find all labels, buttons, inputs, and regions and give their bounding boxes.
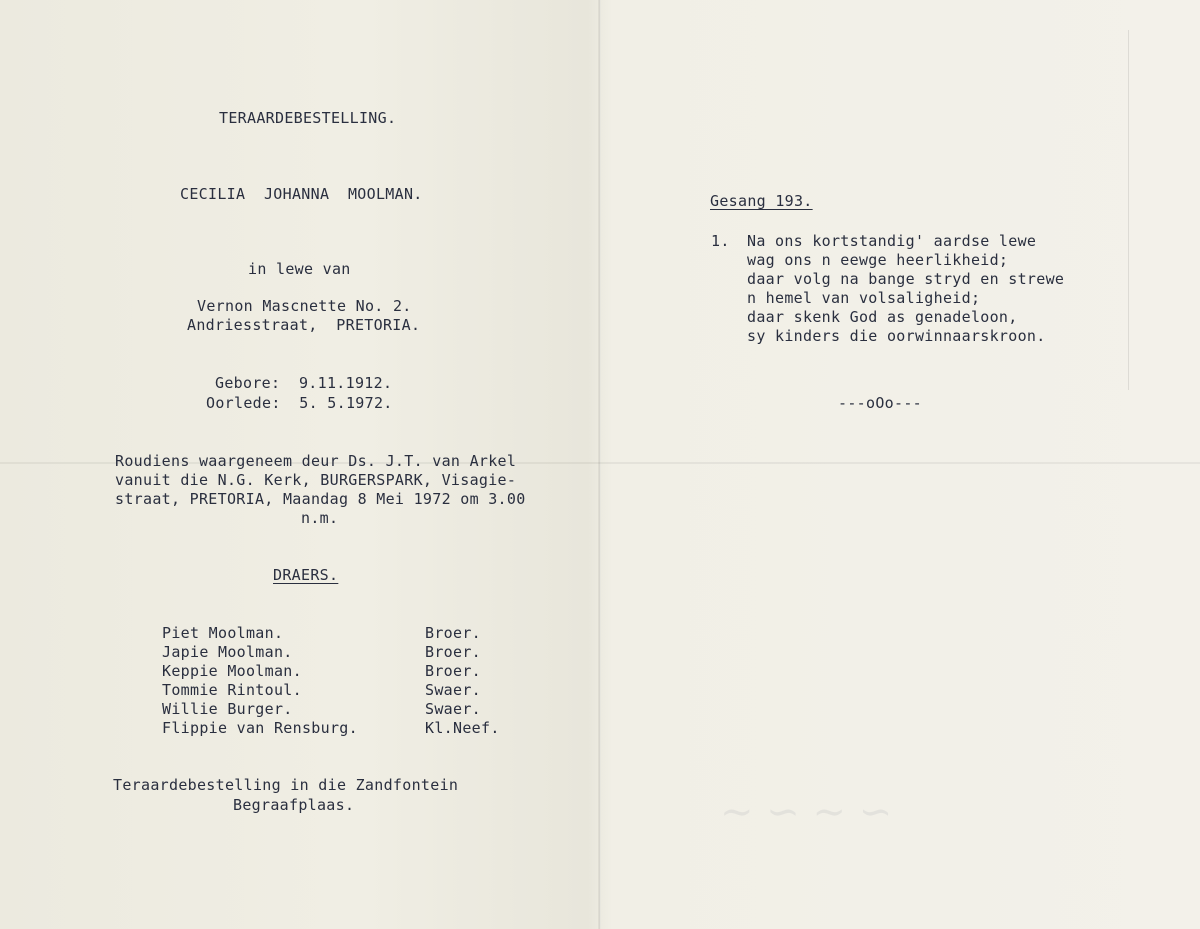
pallbearer-name: Flippie van Rensburg. xyxy=(162,719,358,737)
pallbearer-name: Willie Burger. xyxy=(162,700,293,718)
pallbearer-relation: Kl.Neef. xyxy=(425,719,500,737)
verse-line: daar volg na bange stryd en strewe xyxy=(747,270,1065,288)
hymn-title: Gesang 193. xyxy=(710,192,813,210)
verse-line: Na ons kortstandig' aardse lewe xyxy=(747,232,1037,250)
burial-line-2: Begraafplaas. xyxy=(233,796,355,814)
address-line-1: Vernon Mascnette No. 2. xyxy=(197,297,412,315)
verse-line: wag ons n eewge heerlikheid; xyxy=(747,251,1009,269)
born-date: Gebore: 9.11.1912. xyxy=(215,374,393,392)
verse-line: n hemel van volsaligheid; xyxy=(747,289,981,307)
pallbearer-relation: Broer. xyxy=(425,662,481,680)
pallbearer-relation: Swaer. xyxy=(425,681,481,699)
pallbearer-name: Piet Moolman. xyxy=(162,624,284,642)
verse-line: daar skenk God as genadeloon, xyxy=(747,308,1018,326)
pallbearer-relation: Swaer. xyxy=(425,700,481,718)
service-line-2: vanuit die N.G. Kerk, BURGERSPARK, Visagie- xyxy=(115,471,517,489)
verse-line: sy kinders die oorwinnaarskroon. xyxy=(747,327,1046,345)
in-life-label: in lewe van xyxy=(248,260,351,278)
page-heading: TERAARDEBESTELLING. xyxy=(219,109,397,127)
pallbearer-name: Keppie Moolman. xyxy=(162,662,302,680)
service-line-1: Roudiens waargeneem deur Ds. J.T. van Arkel xyxy=(115,452,517,470)
center-fold xyxy=(598,0,601,929)
faint-pencil-margin xyxy=(1128,30,1159,390)
pallbearer-name: Tommie Rintoul. xyxy=(162,681,302,699)
died-date: Oorlede: 5. 5.1972. xyxy=(206,394,393,412)
pallbearer-relation: Broer. xyxy=(425,624,481,642)
pallbearer-name: Japie Moolman. xyxy=(162,643,293,661)
address-line-2: Andriesstraat, PRETORIA. xyxy=(187,316,421,334)
embossed-signature-mark: ∽ ∼ ∽ ∼ xyxy=(720,790,893,836)
service-line-3: straat, PRETORIA, Maandag 8 Mei 1972 om 3.00 xyxy=(115,490,526,508)
service-line-4: n.m. xyxy=(301,509,339,527)
verse-number: 1. xyxy=(711,232,730,250)
pallbearers-heading: DRAERS. xyxy=(273,566,339,584)
burial-line-1: Teraardebestelling in die Zandfontein xyxy=(113,776,459,794)
deceased-name: CECILIA JOHANNA MOOLMAN. xyxy=(180,185,423,203)
end-mark: ---oOo--- xyxy=(838,394,922,412)
pallbearer-relation: Broer. xyxy=(425,643,481,661)
